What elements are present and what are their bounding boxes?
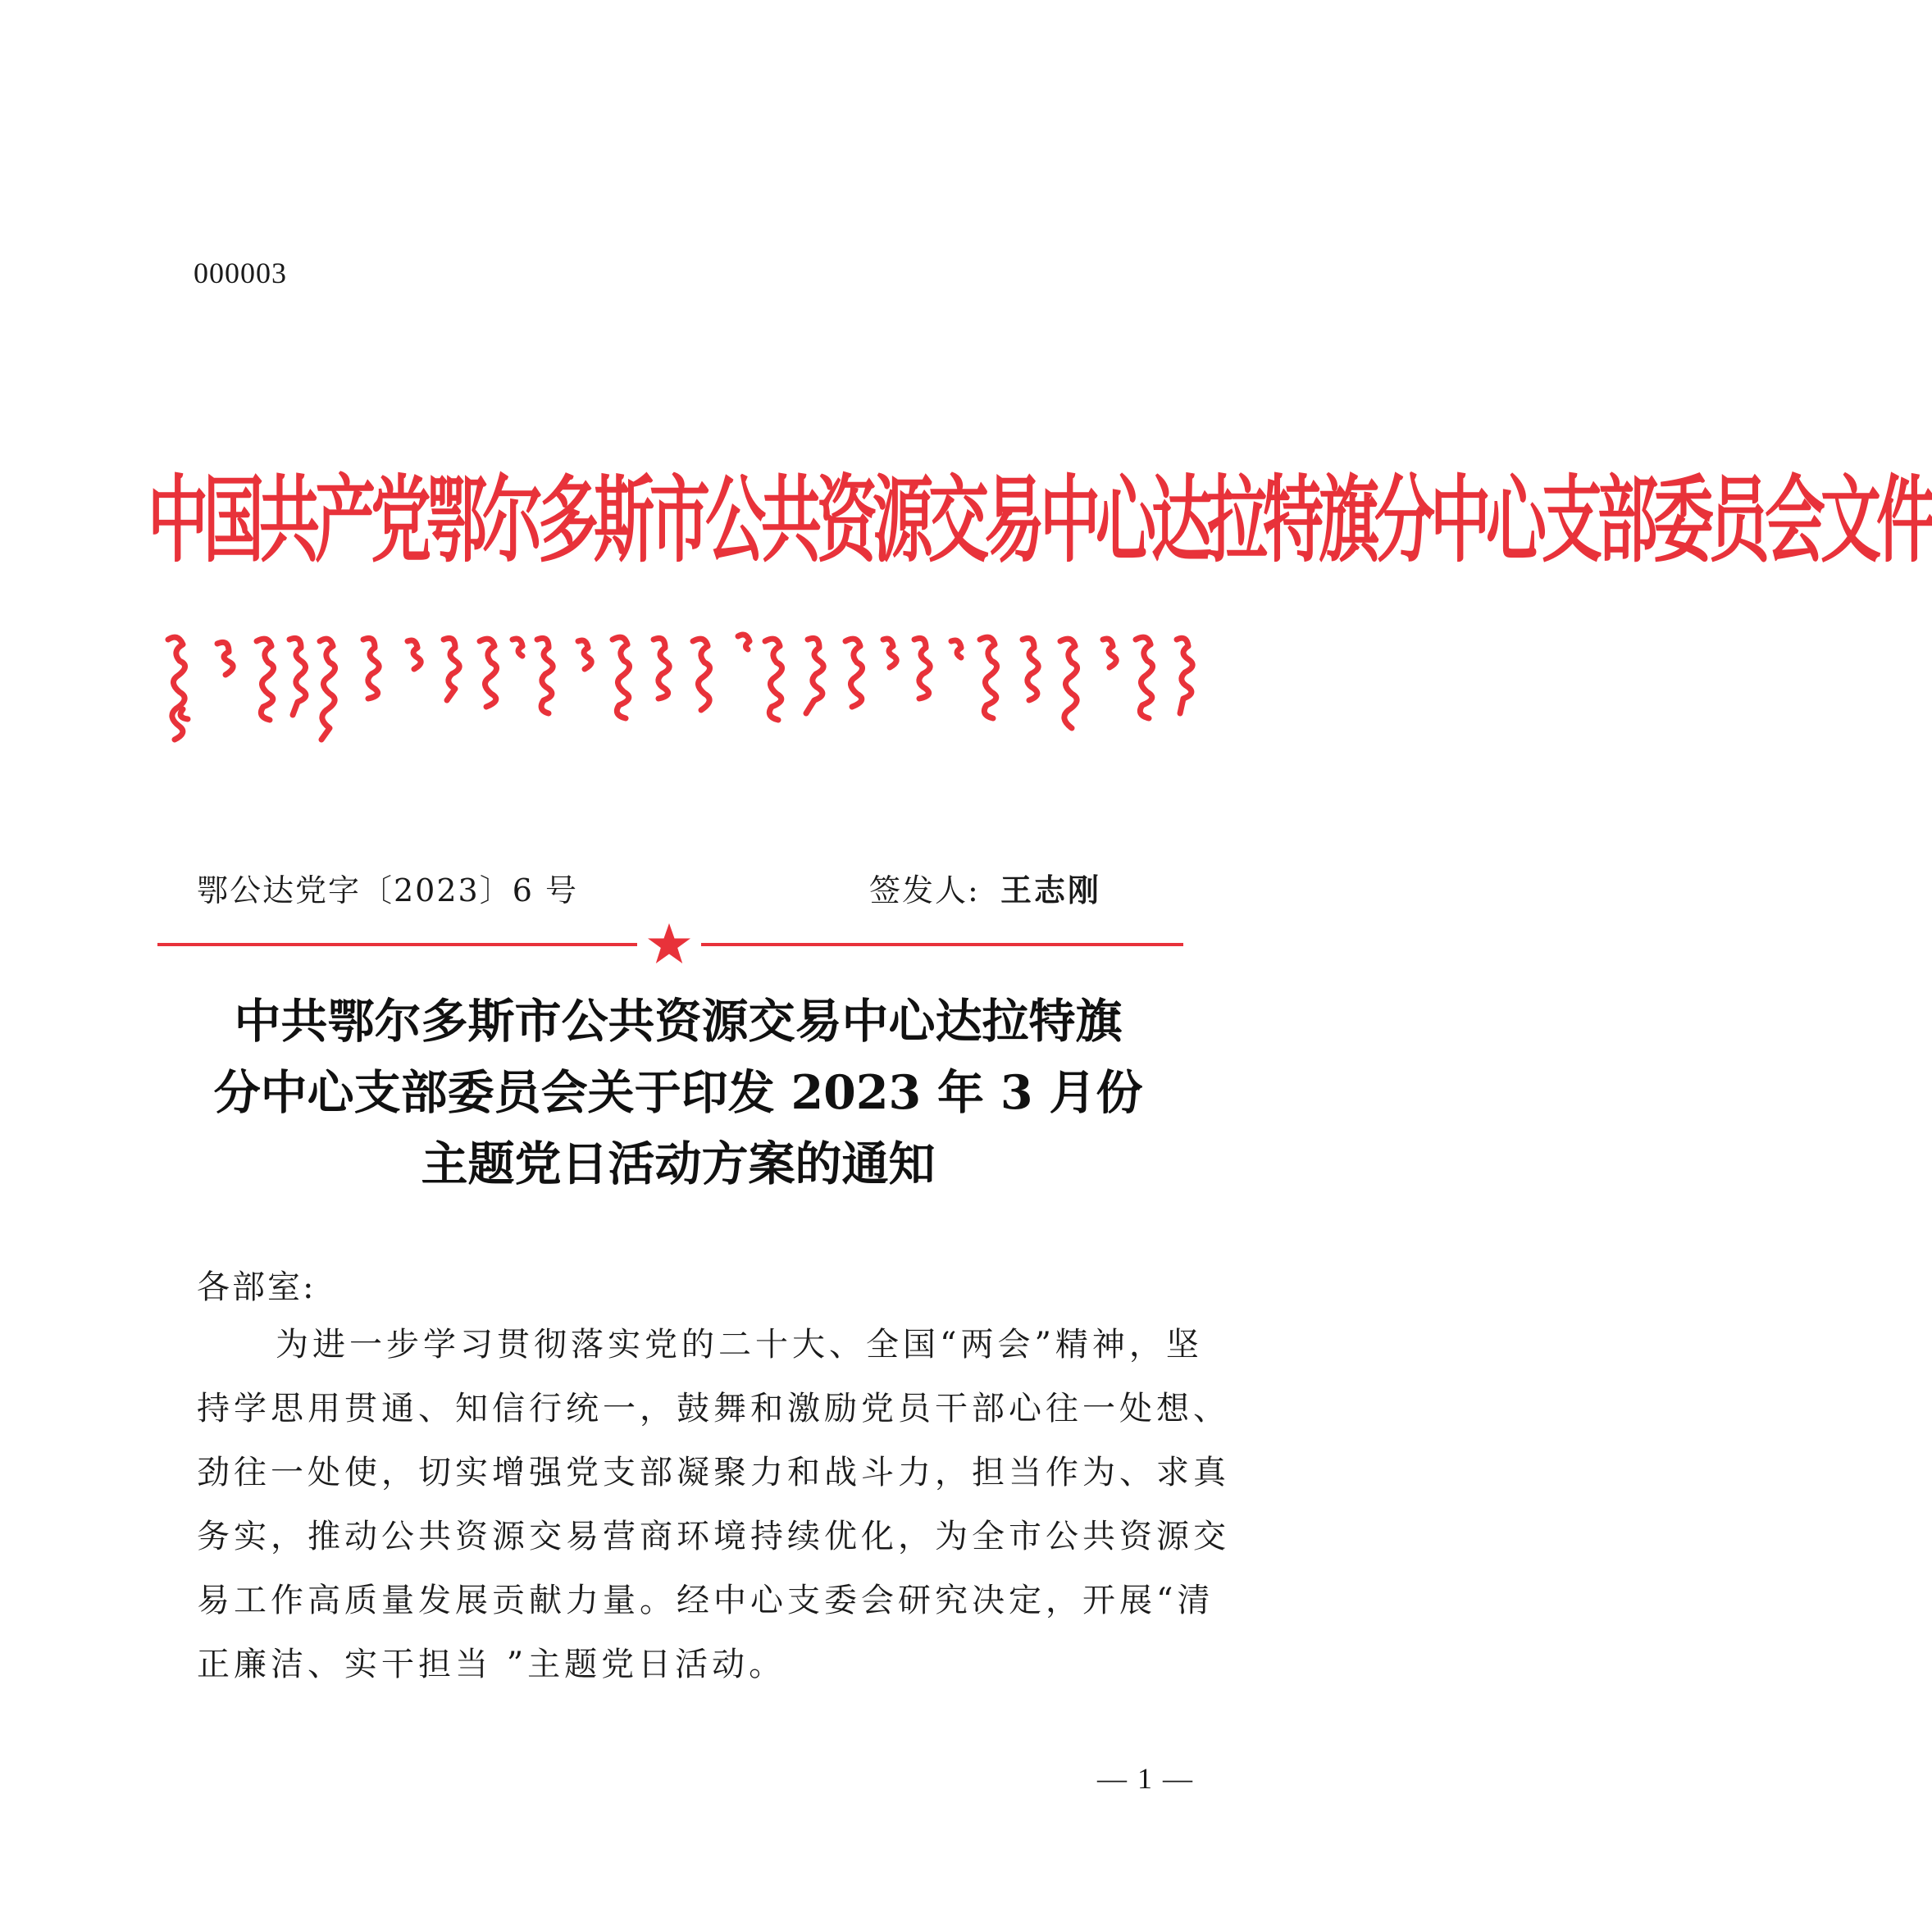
red-header-chinese: 中国共产党鄂尔多斯市公共资源交易中心达拉特旗分中心支部委员会文件 bbox=[148, 466, 1932, 576]
body-line: 为进一步学习贯彻落实党的二十大、全国“两会”精神，坚 bbox=[276, 1326, 1203, 1364]
body-line: 持学思用贯通、知信行统一，鼓舞和激励党员干部心往一处想、 bbox=[197, 1390, 1230, 1428]
red-divider-right bbox=[701, 943, 1183, 946]
page-number: — 1 — bbox=[1097, 1762, 1194, 1795]
salutation: 各部室: bbox=[197, 1268, 317, 1306]
document-title-line-1: 中共鄂尔多斯市公共资源交易中心达拉特旗 bbox=[234, 994, 1123, 1049]
body-line: 劲往一处使，切实增强党支部凝聚力和战斗力，担当作为、求真 bbox=[197, 1454, 1230, 1491]
red-star-icon bbox=[647, 922, 691, 965]
signer-label: 签发人: bbox=[869, 872, 980, 908]
red-divider-left bbox=[157, 943, 637, 946]
signer-name: 王志刚 bbox=[1000, 872, 1102, 908]
body-line: 务实，推动公共资源交易营商环境持续优化，为全市公共资源交 bbox=[197, 1518, 1230, 1555]
document-number: 鄂公达党字〔2023〕6 号 bbox=[197, 872, 578, 908]
red-header-mongolian-script bbox=[152, 631, 1201, 754]
body-line: 易工作高质量发展贡献力量。经中心支委会研究决定，开展“清 bbox=[197, 1582, 1214, 1619]
body-line: 正廉洁、实干担当 ”主题党日活动。 bbox=[197, 1646, 786, 1683]
document-title-line-3: 主题党日活动方案的通知 bbox=[421, 1136, 936, 1191]
document-serial: 000003 bbox=[194, 257, 287, 289]
document-title-line-2: 分中心支部委员会关于印发 2023 年 3 月份 bbox=[213, 1065, 1143, 1120]
